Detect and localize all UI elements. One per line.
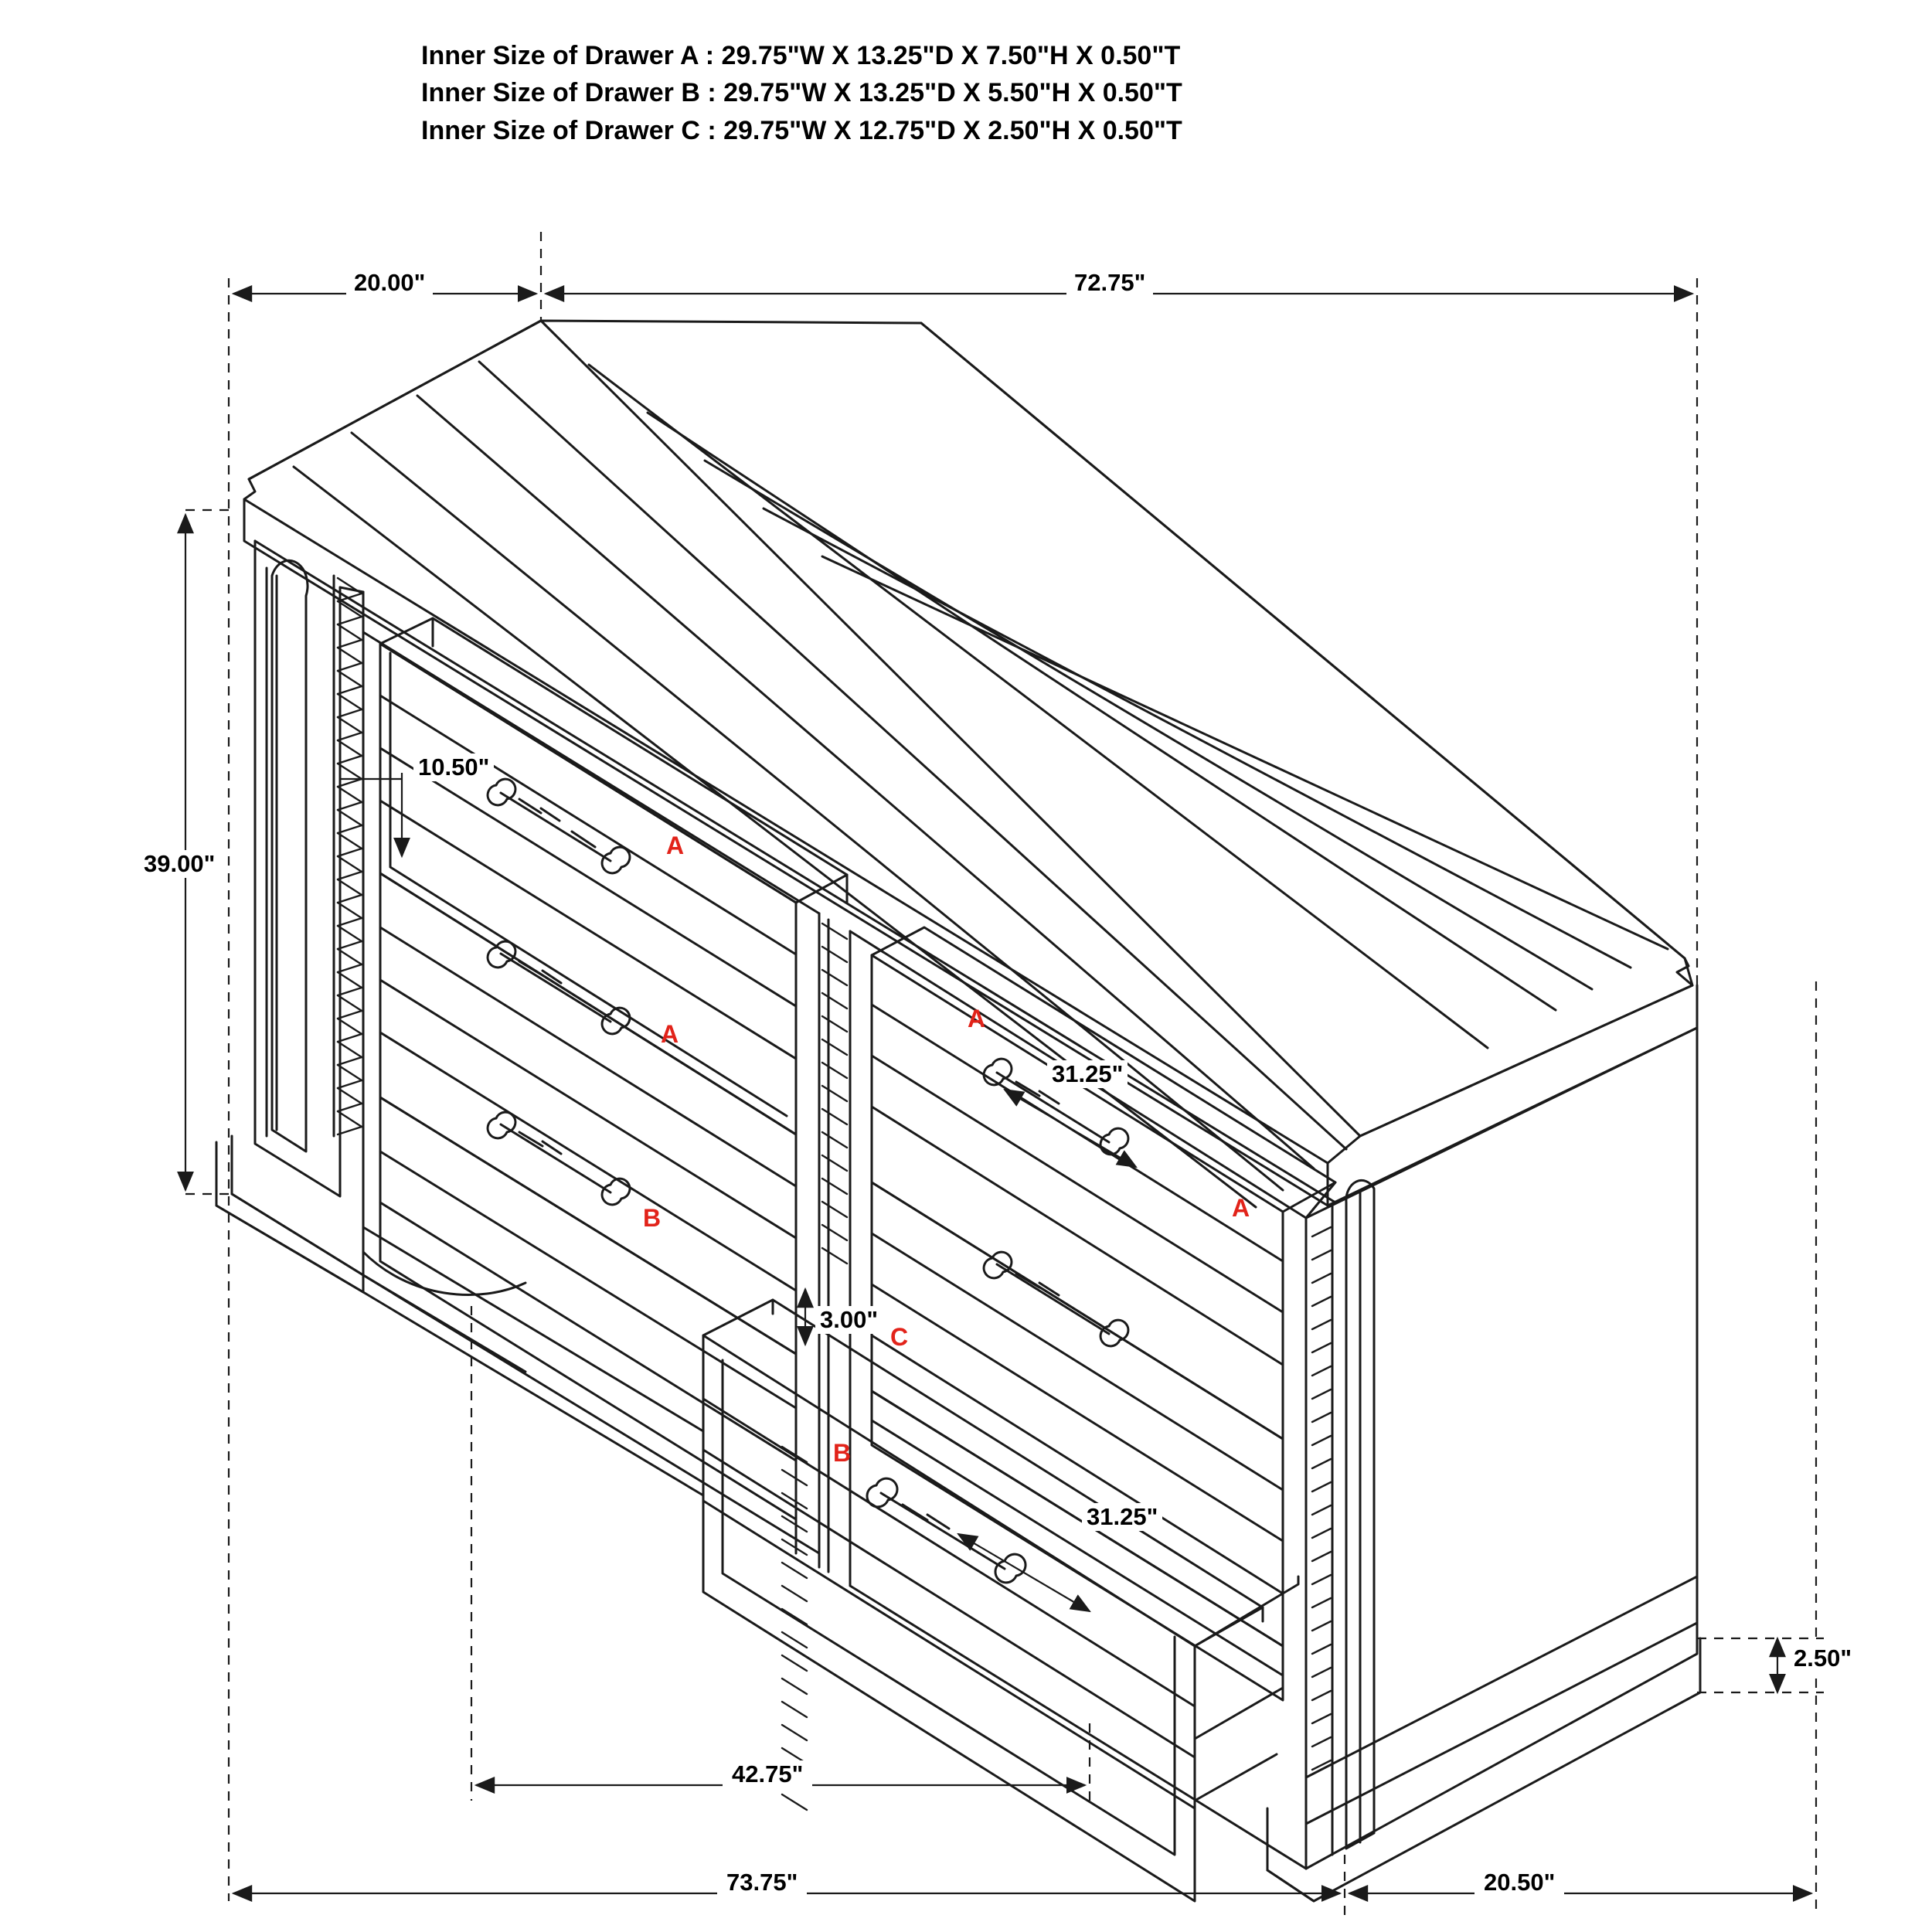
dim-base-height: 2.50"	[1789, 1645, 1856, 1672]
dim-drawer-width-lower: 31.25"	[1082, 1503, 1162, 1531]
carved-moulding-left	[338, 578, 362, 1134]
spec-line-drawer-a: Inner Size of Drawer A : 29.75"W X 13.25"D X 7.50"H X 0.50"T	[421, 41, 1181, 70]
spec-line-drawer-c: Inner Size of Drawer C : 29.75"W X 12.75"D X 2.50"H X 0.50"T	[421, 115, 1182, 145]
drawer-label-c1: C	[890, 1323, 909, 1351]
dim-top-left-depth: 20.00"	[346, 269, 433, 297]
dim-drawer-depth: 10.50"	[413, 753, 494, 781]
drawer-label-b1: B	[643, 1204, 662, 1232]
dim-overall-depth: 20.50"	[1475, 1869, 1564, 1896]
drawer-label-a3: A	[968, 1005, 986, 1032]
dim-small-drawer-height: 3.00"	[815, 1306, 883, 1334]
dim-top-width: 72.75"	[1066, 269, 1153, 297]
spec-line-drawer-b: Inner Size of Drawer B : 29.75"W X 13.25"D X 5.50"H X 0.50"T	[421, 78, 1182, 108]
dim-open-drawer-extent: 42.75"	[723, 1760, 812, 1788]
dim-drawer-width-upper: 31.25"	[1047, 1060, 1128, 1088]
drawer-label-a1: A	[666, 832, 685, 859]
drawer-label-a2: A	[661, 1020, 679, 1048]
drawer-label-a4: A	[1232, 1194, 1250, 1222]
base-apron-left	[216, 1142, 703, 1495]
drawer-label-b2: B	[833, 1439, 852, 1467]
dim-left-height: 39.00"	[138, 850, 221, 878]
dim-overall-width: 73.75"	[717, 1869, 807, 1896]
